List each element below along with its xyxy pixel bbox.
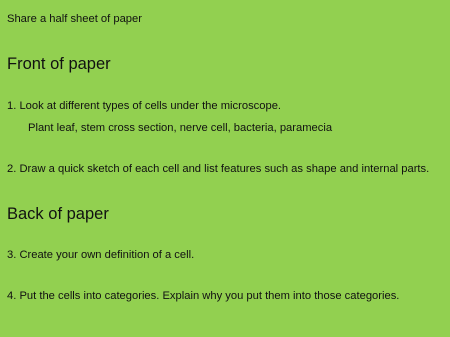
step-1-text: 1. Look at different types of cells under the microscope. <box>7 100 282 112</box>
step-2-text: 2. Draw a quick sketch of each cell and list features such as shape and internal parts. <box>7 163 430 175</box>
step-3-text: 3. Create your own definition of a cell. <box>7 249 195 261</box>
step-1-detail-text: Plant leaf, stem cross section, nerve cell, bacteria, paramecia <box>28 122 333 134</box>
back-heading: Back of paper <box>7 205 109 223</box>
step-4-text: 4. Put the cells into categories. Explain why you put them into those categories. <box>7 290 400 302</box>
front-heading: Front of paper <box>7 55 111 73</box>
intro-text: Share a half sheet of paper <box>7 13 142 25</box>
